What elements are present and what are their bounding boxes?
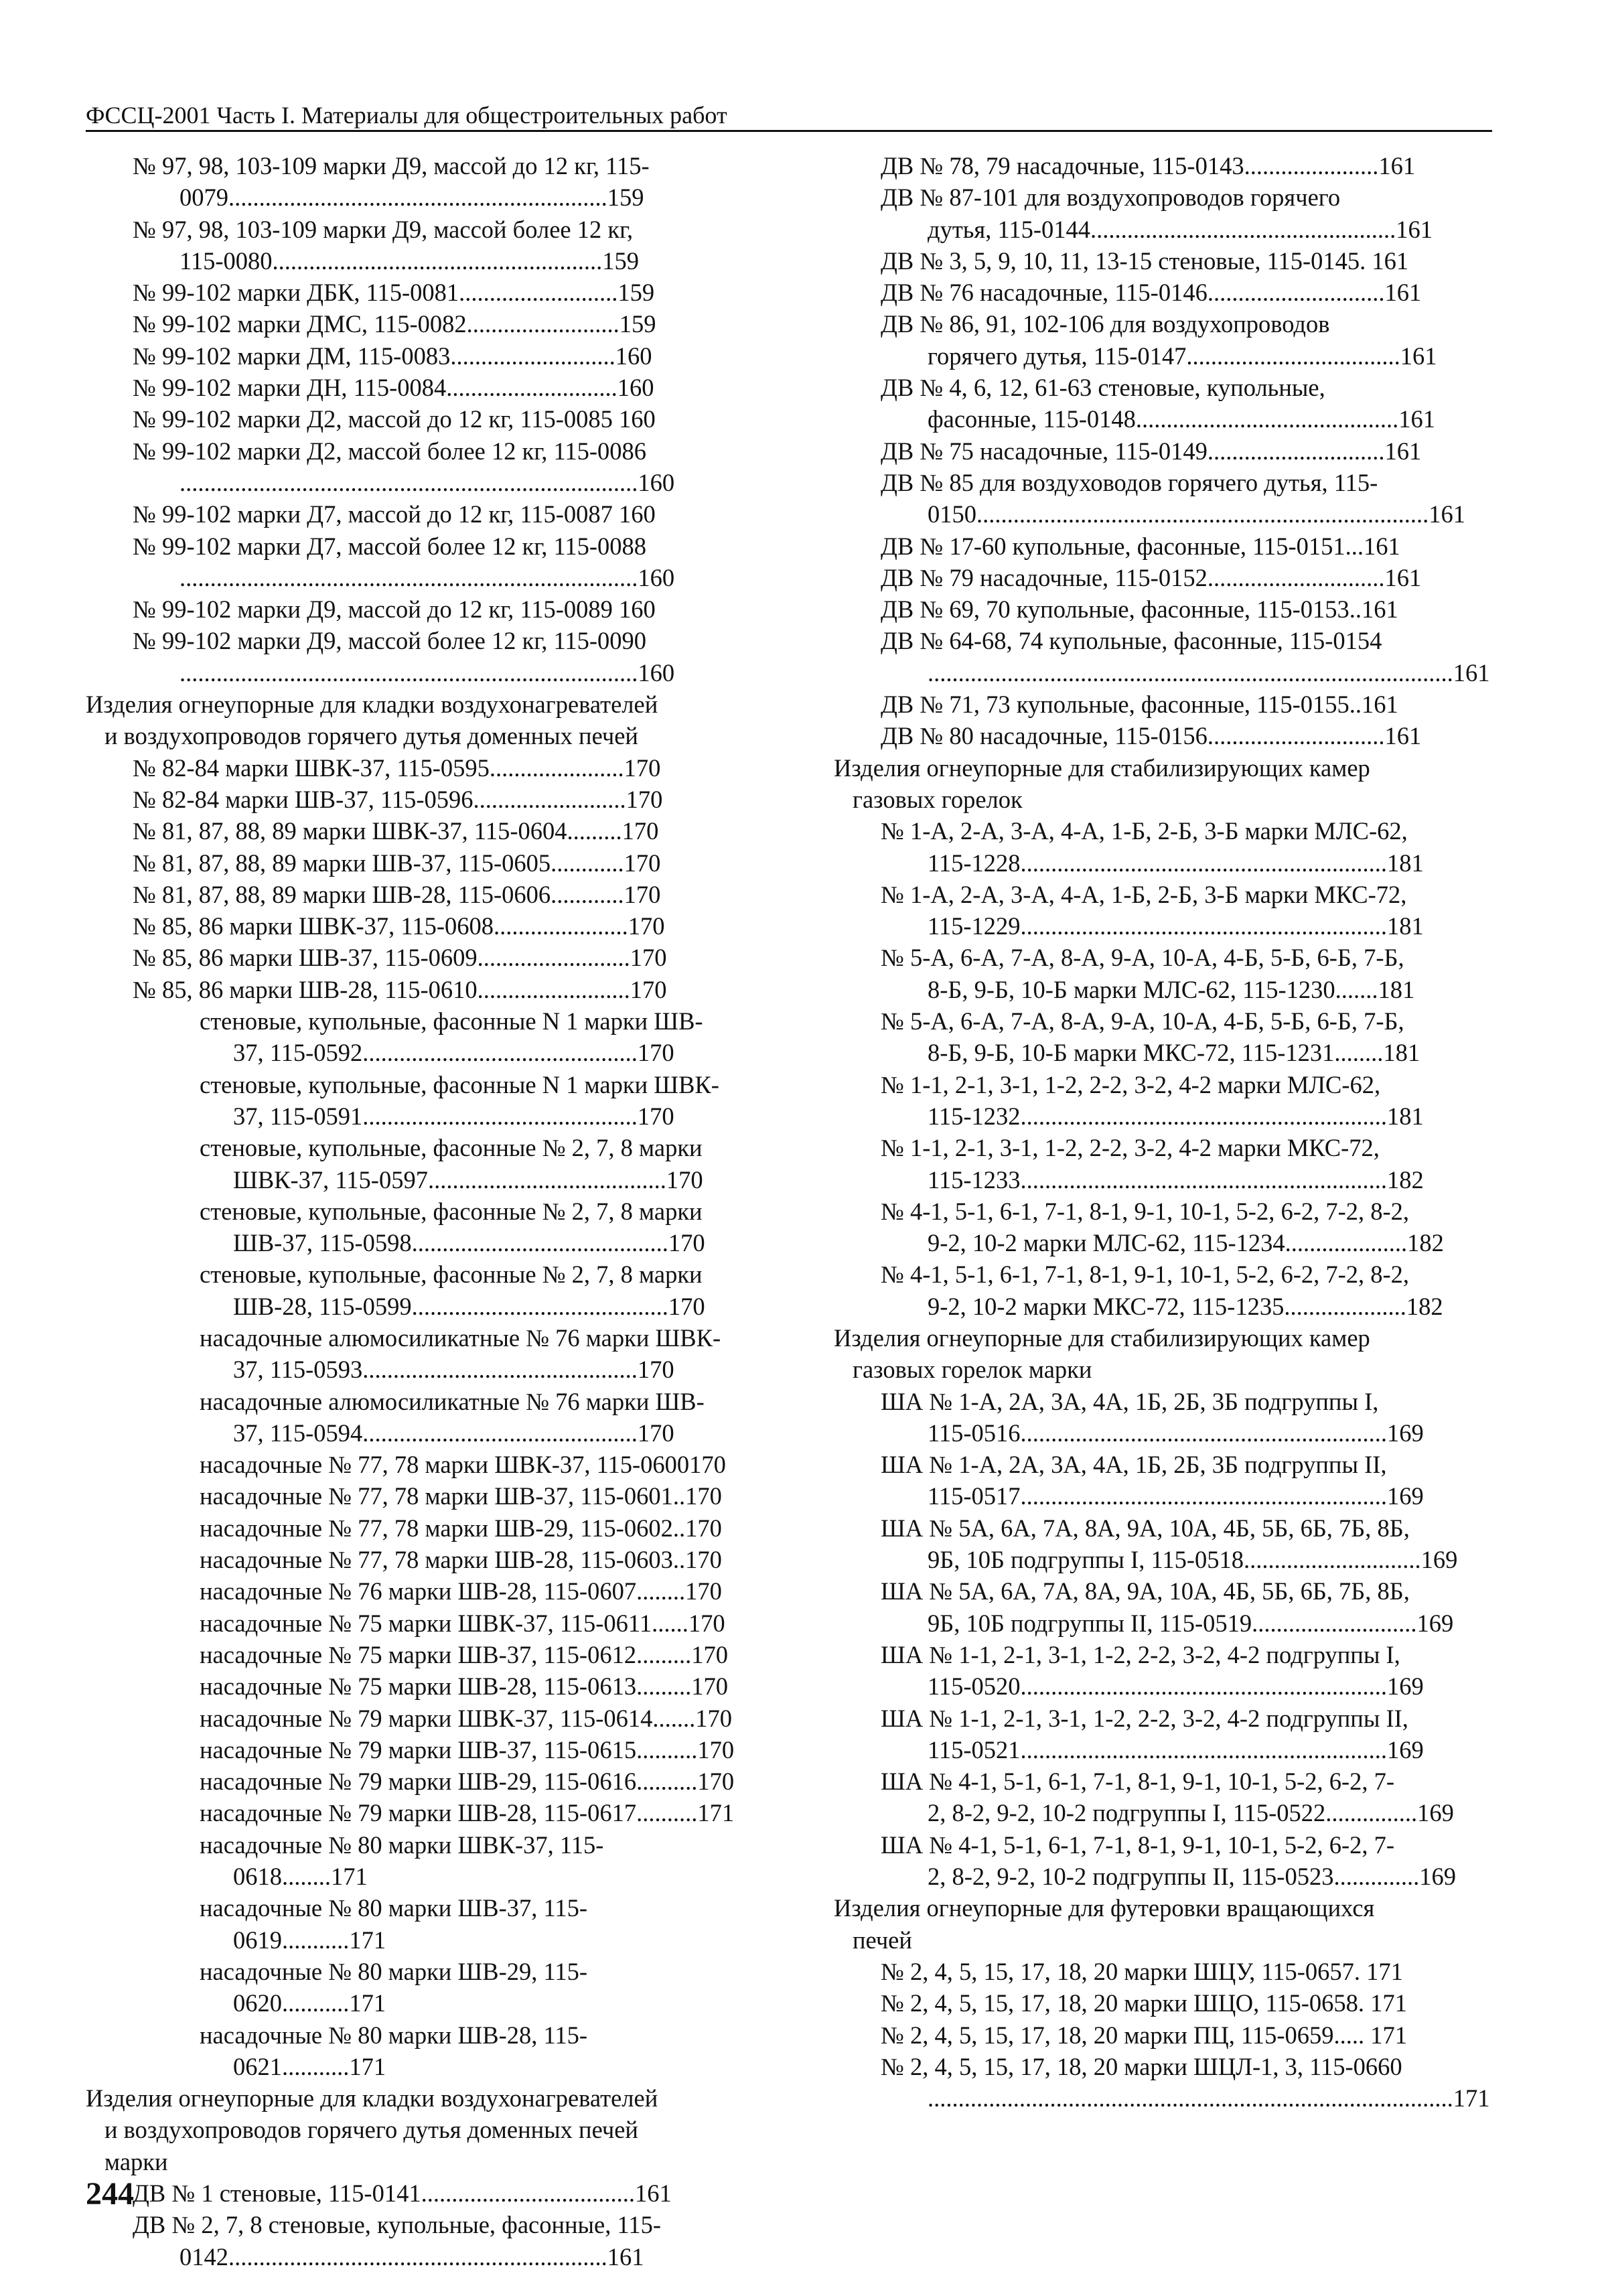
index-entry-line: стеновые, купольные, фасонные N 1 марки ШВ-	[200, 1007, 703, 1035]
index-entry-line: 115-1228............................................................181	[928, 849, 1424, 877]
index-entry-line: 115-0516............................................................169	[928, 1419, 1424, 1447]
index-entry-line: стеновые, купольные, фасонные № 2, 7, 8 марки	[200, 1134, 703, 1162]
index-entry-line: ДВ № 78, 79 насадочные, 115-0143......................161	[881, 152, 1416, 180]
index-entry-line: насадочные № 80 марки ШВ-28, 115-0621...........171	[200, 2021, 588, 2080]
index-entry-line: 9-2, 10-2 марки МКС-72, 115-1235....................182	[928, 1292, 1443, 1320]
index-entry-line: 37, 115-0593.............................................170	[233, 1356, 674, 1384]
index-entry	[834, 150, 1507, 182]
index-entry-line: № 82-84 марки ШВ-37, 115-0596.........................170	[133, 785, 663, 813]
index-entry-line: № 99-102 марки Д9, массой до 12 кг, 115-0089 160	[133, 595, 656, 624]
index-entry-line: № 99-102 марки ДН, 115-0084............................160	[133, 374, 654, 402]
index-entry	[834, 467, 1507, 530]
index-entry	[86, 403, 737, 435]
index-entry	[834, 1766, 1507, 1829]
index-entry	[834, 372, 1507, 435]
index-entry-line: ША № 1-1, 2-1, 3-1, 1-2, 2-2, 3-2, 4-2 подгруппы II,	[881, 1704, 1408, 1732]
index-entry-line: ......................................................................................161	[928, 658, 1490, 687]
index-entry	[86, 847, 737, 879]
index-entry-line: ШВК-37, 115-0597.......................................170	[233, 1165, 703, 1194]
index-entry-line: стеновые, купольные, фасонные № 2, 7, 8 марки	[200, 1197, 703, 1225]
running-header: ФССЦ-2001 Часть I. Материалы для общестроительных работ	[86, 102, 727, 129]
index-entry	[86, 1322, 737, 1386]
index-entry	[834, 1956, 1507, 1987]
index-entry-line: ДВ № 79 насадочные, 115-0152.............................161	[881, 563, 1422, 591]
index-entry	[86, 1575, 737, 1607]
index-entry	[86, 1196, 737, 1259]
index-entry-line: Изделия огнеупорные для кладки воздухонагревателей	[86, 691, 658, 719]
index-entry-line: № 99-102 марки Д2, массой более 12 кг, 115-0086	[133, 437, 647, 465]
index-entry-line: ША № 5А, 6А, 7А, 8А, 9А, 10А, 4Б, 5Б, 6Б, 7Б, 8Б,	[881, 1577, 1410, 1605]
index-entry	[834, 1449, 1507, 1512]
index-entry-line: 115-1229............................................................181	[928, 912, 1424, 940]
index-entry-line: ДВ № 2, 7, 8 стеновые, купольные, фасонные, 115-	[133, 2211, 662, 2239]
index-entry-line: 2, 8-2, 9-2, 10-2 подгруппы II, 115-0523..............169	[928, 1863, 1456, 1891]
index-entry	[834, 1639, 1507, 1703]
index-entry	[86, 974, 737, 1005]
index-entry-line: ДВ № 69, 70 купольные, фасонные, 115-0153..161	[881, 595, 1398, 624]
index-entry	[834, 815, 1507, 879]
index-entry-line: 0142..............................................................161	[179, 2242, 644, 2271]
index-entry-line: № 1-А, 2-А, 3-А, 4-А, 1-Б, 2-Б, 3-Б марки МКС-72,	[881, 880, 1407, 908]
index-entry	[86, 1639, 737, 1670]
index-section-heading	[86, 689, 737, 752]
index-entry-line: насадочные № 75 марки ШВК-37, 115-0611......170	[200, 1609, 725, 1637]
index-entry-line: горячего дутья, 115-0147...................................161	[928, 342, 1437, 370]
index-column-left	[86, 150, 737, 2273]
index-entry-line: ДВ № 80 насадочные, 115-0156.............................161	[881, 722, 1422, 750]
index-entry-line: 9Б, 10Б подгруппы I, 115-0518.............................169	[928, 1546, 1458, 1574]
index-entry-line: ША № 4-1, 5-1, 6-1, 7-1, 8-1, 9-1, 10-1, 5-2, 6-2, 7-	[881, 1831, 1395, 1859]
index-entry-line: ДВ № 87-101 для воздухопроводов горячего	[881, 184, 1341, 212]
index-entry-line: № 5-А, 6-А, 7-А, 8-А, 9-А, 10-А, 4-Б, 5-Б, 6-Б, 7-Б,	[881, 944, 1404, 972]
index-entry-line: дутья, 115-0144..................................................161	[928, 215, 1433, 243]
index-entry	[86, 784, 737, 815]
index-entry-line: Изделия огнеупорные для стабилизирующих камер	[834, 1323, 1370, 1352]
index-entry-line: ДВ № 76 насадочные, 115-0146.............................161	[881, 279, 1422, 307]
index-entry-line: ША № 5А, 6А, 7А, 8А, 9А, 10А, 4Б, 5Б, 6Б, 7Б, 8Б,	[881, 1514, 1410, 1542]
index-entry-line: 37, 115-0592.............................................170	[233, 1039, 674, 1067]
index-entry	[86, 372, 737, 403]
index-entry-line: ...........................................................................160	[179, 468, 675, 496]
index-entry	[834, 530, 1507, 562]
index-entry	[834, 245, 1507, 277]
index-entry	[834, 1829, 1507, 1893]
index-entry-line: ...........................................................................160	[179, 658, 675, 687]
index-entry-line: насадочные № 77, 78 марки ШВ-28, 115-0603..170	[200, 1546, 722, 1574]
index-section-heading	[834, 1322, 1507, 1386]
index-entry-line: насадочные № 75 марки ШВ-37, 115-0612.........170	[200, 1640, 728, 1668]
index-entry-line: № 99-102 марки ДБК, 115-0081..........................159	[133, 279, 655, 307]
index-entry-line: № 97, 98, 103-109 марки Д9, массой более 12 кг,	[133, 215, 634, 243]
index-entry	[86, 530, 737, 594]
index-entry-line: № 81, 87, 88, 89 марки ШВ-28, 115-0606............170	[133, 880, 661, 908]
index-entry	[834, 1512, 1507, 1576]
index-entry-line: ДВ № 86, 91, 102-106 для воздухопроводов	[881, 310, 1330, 338]
index-entry	[86, 1386, 737, 1449]
index-entry	[86, 1132, 737, 1196]
index-entry	[834, 1386, 1507, 1449]
index-entry	[834, 720, 1507, 751]
index-entry-line: 115-0521............................................................169	[928, 1735, 1424, 1764]
index-entry-line: ДВ № 85 для воздуховодов горячего дутья, 115-	[881, 468, 1378, 496]
index-entry-line: Изделия огнеупорные для кладки воздухонагревателей	[86, 2084, 658, 2112]
index-entry	[86, 1005, 737, 1069]
index-entry-line: № 81, 87, 88, 89 марки ШВК-37, 115-0604.........170	[133, 817, 659, 845]
index-entry-line: насадочные № 80 марки ШВ-29, 115-0620...........171	[200, 1957, 588, 2017]
index-entry	[834, 942, 1507, 1005]
index-entry-line: № 1-А, 2-А, 3-А, 4-А, 1-Б, 2-Б, 3-Б марки МЛС-62,	[881, 817, 1408, 845]
index-entry-line: № 99-102 марки ДМС, 115-0082.........................159	[133, 310, 656, 338]
index-entry	[86, 910, 737, 942]
index-entry	[86, 942, 737, 973]
index-column-right	[834, 150, 1507, 2114]
index-entry-line: № 85, 86 марки ШВ-28, 115-0610.........................170	[133, 975, 667, 1003]
index-entry	[834, 308, 1507, 372]
index-section-heading	[86, 2082, 737, 2177]
index-entry	[86, 625, 737, 689]
index-entry-line: ДВ № 4, 6, 12, 61-63 стеновые, купольные,	[881, 374, 1325, 402]
index-entry	[86, 1259, 737, 1322]
index-entry-line: 9Б, 10Б подгруппы II, 115-0519...........................169	[928, 1609, 1454, 1637]
index-entry-line: ША № 1-А, 2А, 3А, 4А, 1Б, 2Б, 3Б подгруппы I,	[881, 1387, 1379, 1415]
index-entry-line: № 99-102 марки Д2, массой до 12 кг, 115-0085 160	[133, 405, 656, 433]
index-entry	[86, 1069, 737, 1133]
index-entry-line: 115-0080......................................................159	[179, 246, 640, 275]
index-entry	[86, 1766, 737, 1797]
index-entry	[86, 815, 737, 847]
index-entry-line: марки	[104, 2147, 168, 2175]
index-entry	[86, 308, 737, 340]
index-entry	[86, 1544, 737, 1575]
index-entry	[834, 1196, 1507, 1259]
index-entry-line: 115-0520............................................................169	[928, 1672, 1424, 1701]
index-entry-line: ШВ-37, 115-0598..........................................170	[233, 1229, 705, 1257]
index-entry	[86, 1734, 737, 1766]
index-entry-line: насадочные алюмосиликатные № 76 марки ШВ-	[200, 1387, 705, 1415]
index-entry-line: ДВ № 75 насадочные, 115-0149.............................161	[881, 437, 1422, 465]
index-entry-line: 0079..............................................................159	[179, 184, 644, 212]
index-entry-line: ША № 4-1, 5-1, 6-1, 7-1, 8-1, 9-1, 10-1, 5-2, 6-2, 7-	[881, 1768, 1395, 1796]
index-entry	[86, 214, 737, 277]
index-entry	[86, 2019, 737, 2083]
index-entry-line: ...........................................................................160	[179, 563, 675, 591]
index-entry	[86, 1449, 737, 1480]
index-entry	[834, 1703, 1507, 1766]
index-entry-line: № 81, 87, 88, 89 марки ШВ-37, 115-0605............170	[133, 849, 661, 877]
index-entry-line: ДВ № 64-68, 74 купольные, фасонные, 115-0154	[881, 627, 1382, 655]
index-entry	[86, 879, 737, 910]
index-entry	[834, 2019, 1507, 2051]
index-entry-line: № 2, 4, 5, 15, 17, 18, 20 марки ШЦО, 115-0658. 171	[881, 1989, 1407, 2017]
index-entry-line: 37, 115-0594.............................................170	[233, 1419, 674, 1447]
index-entry	[834, 1069, 1507, 1133]
index-entry	[86, 1512, 737, 1544]
index-entry	[86, 1829, 737, 1893]
index-entry-line: 37, 115-0591.............................................170	[233, 1102, 674, 1130]
index-entry	[834, 435, 1507, 467]
index-entry-line: газовых горелок марки	[853, 1356, 1092, 1384]
index-entry-line: насадочные № 80 марки ШВ-37, 115-0619...........171	[200, 1894, 588, 1954]
index-entry-line: насадочные № 79 марки ШВ-37, 115-0615..........170	[200, 1735, 735, 1764]
index-entry-line: ДВ № 17-60 купольные, фасонные, 115-0151...161	[881, 532, 1400, 560]
index-entry	[834, 277, 1507, 308]
index-entry	[86, 1892, 737, 1956]
index-entry-line: фасонные, 115-0148...........................................161	[928, 405, 1436, 433]
index-entry-line: № 99-102 марки Д9, массой более 12 кг, 115-0090	[133, 627, 647, 655]
index-entry-line: 0150..........................................................................161	[928, 500, 1465, 528]
index-entry	[834, 593, 1507, 625]
index-entry-line: ША № 1-1, 2-1, 3-1, 1-2, 2-2, 3-2, 4-2 подгруппы I,	[881, 1640, 1400, 1668]
index-entry-line: стеновые, купольные, фасонные № 2, 7, 8 марки	[200, 1261, 703, 1289]
index-entry-line: и воздухопроводов горячего дутья доменных печей	[104, 722, 638, 750]
index-entry	[86, 1797, 737, 1828]
index-entry-line: ДВ № 71, 73 купольные, фасонные, 115-0155..161	[881, 691, 1398, 719]
index-entry-line: 8-Б, 9-Б, 10-Б марки МЛС-62, 115-1230.......181	[928, 975, 1415, 1003]
index-entry-line: и воздухопроводов горячего дутья доменных печей	[104, 2116, 638, 2144]
page-number: 244	[86, 2176, 134, 2212]
index-entry	[86, 498, 737, 530]
index-entry-line: № 97, 98, 103-109 марки Д9, массой до 12 кг, 115-	[133, 152, 650, 180]
index-entry-line: № 2, 4, 5, 15, 17, 18, 20 марки ПЦ, 115-0659..... 171	[881, 2021, 1408, 2049]
index-entry-line: ДВ № 3, 5, 9, 10, 11, 13-15 стеновые, 115-0145. 161	[881, 246, 1409, 275]
index-entry-line: насадочные № 77, 78 марки ШВК-37, 115-0600170	[200, 1451, 726, 1479]
index-entry	[834, 182, 1507, 245]
index-entry-line: № 99-102 марки ДМ, 115-0083...........................160	[133, 342, 652, 370]
index-entry-line: 8-Б, 9-Б, 10-Б марки МКС-72, 115-1231........181	[928, 1039, 1420, 1067]
index-entry-line: ......................................................................................171	[928, 2084, 1490, 2112]
index-entry	[86, 1703, 737, 1734]
index-entry-line: № 4-1, 5-1, 6-1, 7-1, 8-1, 9-1, 10-1, 5-2, 6-2, 7-2, 8-2,	[881, 1197, 1410, 1225]
index-entry-line: № 2, 4, 5, 15, 17, 18, 20 марки ШЦЛ-1, 3, 115-0660	[881, 2052, 1402, 2080]
index-entry	[834, 1132, 1507, 1196]
index-entry-line: насадочные № 79 марки ШВ-28, 115-0617..........171	[200, 1799, 735, 1827]
index-entry	[834, 1259, 1507, 1322]
index-entry	[86, 340, 737, 372]
index-entry-line: № 5-А, 6-А, 7-А, 8-А, 9-А, 10-А, 4-Б, 5-Б, 6-Б, 7-Б,	[881, 1007, 1404, 1035]
index-entry-line: № 99-102 марки Д7, массой до 12 кг, 115-0087 160	[133, 500, 656, 528]
index-entry-line: насадочные № 77, 78 марки ШВ-37, 115-0601..170	[200, 1482, 722, 1510]
index-entry-line: 9-2, 10-2 марки МЛС-62, 115-1234....................182	[928, 1229, 1444, 1257]
index-entry	[834, 562, 1507, 593]
index-entry-line: насадочные алюмосиликатные № 76 марки ШВК-	[200, 1323, 721, 1352]
index-entry	[834, 625, 1507, 689]
index-entry	[86, 1607, 737, 1639]
index-entry-line: стеновые, купольные, фасонные N 1 марки ШВК-	[200, 1070, 719, 1098]
index-entry	[86, 1670, 737, 1702]
index-entry	[86, 277, 737, 308]
index-entry-line: № 1-1, 2-1, 3-1, 1-2, 2-2, 3-2, 4-2 марки МЛС-62,	[881, 1070, 1381, 1098]
index-entry-line: ДВ № 1 стеновые, 115-0141...................................161	[133, 2179, 672, 2207]
index-entry-line: насадочные № 80 марки ШВК-37, 115-0618........171	[200, 1831, 604, 1891]
index-entry-line: насадочные № 75 марки ШВ-28, 115-0613.........170	[200, 1672, 728, 1701]
index-section-heading	[834, 752, 1507, 816]
index-entry	[86, 150, 737, 214]
index-entry-line: № 82-84 марки ШВК-37, 115-0595......................170	[133, 754, 661, 782]
index-entry	[86, 1956, 737, 2019]
index-entry-line: 2, 8-2, 9-2, 10-2 подгруппы I, 115-0522...............169	[928, 1799, 1454, 1827]
index-entry	[834, 879, 1507, 942]
index-entry	[86, 2177, 737, 2209]
index-entry	[86, 1480, 737, 1512]
index-entry-line: насадочные № 77, 78 марки ШВ-29, 115-0602..170	[200, 1514, 722, 1542]
index-entry-line: 115-0517............................................................169	[928, 1482, 1424, 1510]
index-entry-line: насадочные № 79 марки ШВК-37, 115-0614.......170	[200, 1704, 733, 1732]
index-entry-line: насадочные № 76 марки ШВ-28, 115-0607........170	[200, 1577, 722, 1605]
index-entry-line: насадочные № 79 марки ШВ-29, 115-0616..........170	[200, 1768, 735, 1796]
index-entry-line: № 85, 86 марки ШВ-37, 115-0609.........................170	[133, 944, 667, 972]
index-entry-line: Изделия огнеупорные для футеровки вращающихся	[834, 1894, 1375, 1922]
index-entry	[86, 752, 737, 784]
index-entry	[86, 2209, 737, 2273]
index-entry-line: ША № 1-А, 2А, 3А, 4А, 1Б, 2Б, 3Б подгруппы II,	[881, 1451, 1387, 1479]
index-entry-line: газовых горелок	[853, 785, 1023, 813]
index-entry	[834, 689, 1507, 720]
index-entry-line: 115-1233............................................................182	[928, 1165, 1424, 1194]
index-entry-line: № 2, 4, 5, 15, 17, 18, 20 марки ШЦУ, 115-0657. 171	[881, 1957, 1403, 1985]
index-entry-line: № 99-102 марки Д7, массой более 12 кг, 115-0088	[133, 532, 647, 560]
index-entry-line: печей	[853, 1926, 912, 1954]
header-divider	[86, 130, 1492, 132]
index-entry	[86, 593, 737, 625]
index-entry-line: № 85, 86 марки ШВК-37, 115-0608......................170	[133, 912, 665, 940]
index-entry-line: № 4-1, 5-1, 6-1, 7-1, 8-1, 9-1, 10-1, 5-2, 6-2, 7-2, 8-2,	[881, 1261, 1410, 1289]
index-entry-line: № 1-1, 2-1, 3-1, 1-2, 2-2, 3-2, 4-2 марки МКС-72,	[881, 1134, 1380, 1162]
index-entry-line: ШВ-28, 115-0599..........................................170	[233, 1292, 705, 1320]
index-entry	[834, 2051, 1507, 2114]
index-entry	[86, 435, 737, 499]
index-section-heading	[834, 1892, 1507, 1956]
index-entry-line: 115-1232............................................................181	[928, 1102, 1424, 1130]
index-entry	[834, 1987, 1507, 2019]
index-entry	[834, 1575, 1507, 1639]
index-entry-line: Изделия огнеупорные для стабилизирующих камер	[834, 754, 1370, 782]
index-entry	[834, 1005, 1507, 1069]
